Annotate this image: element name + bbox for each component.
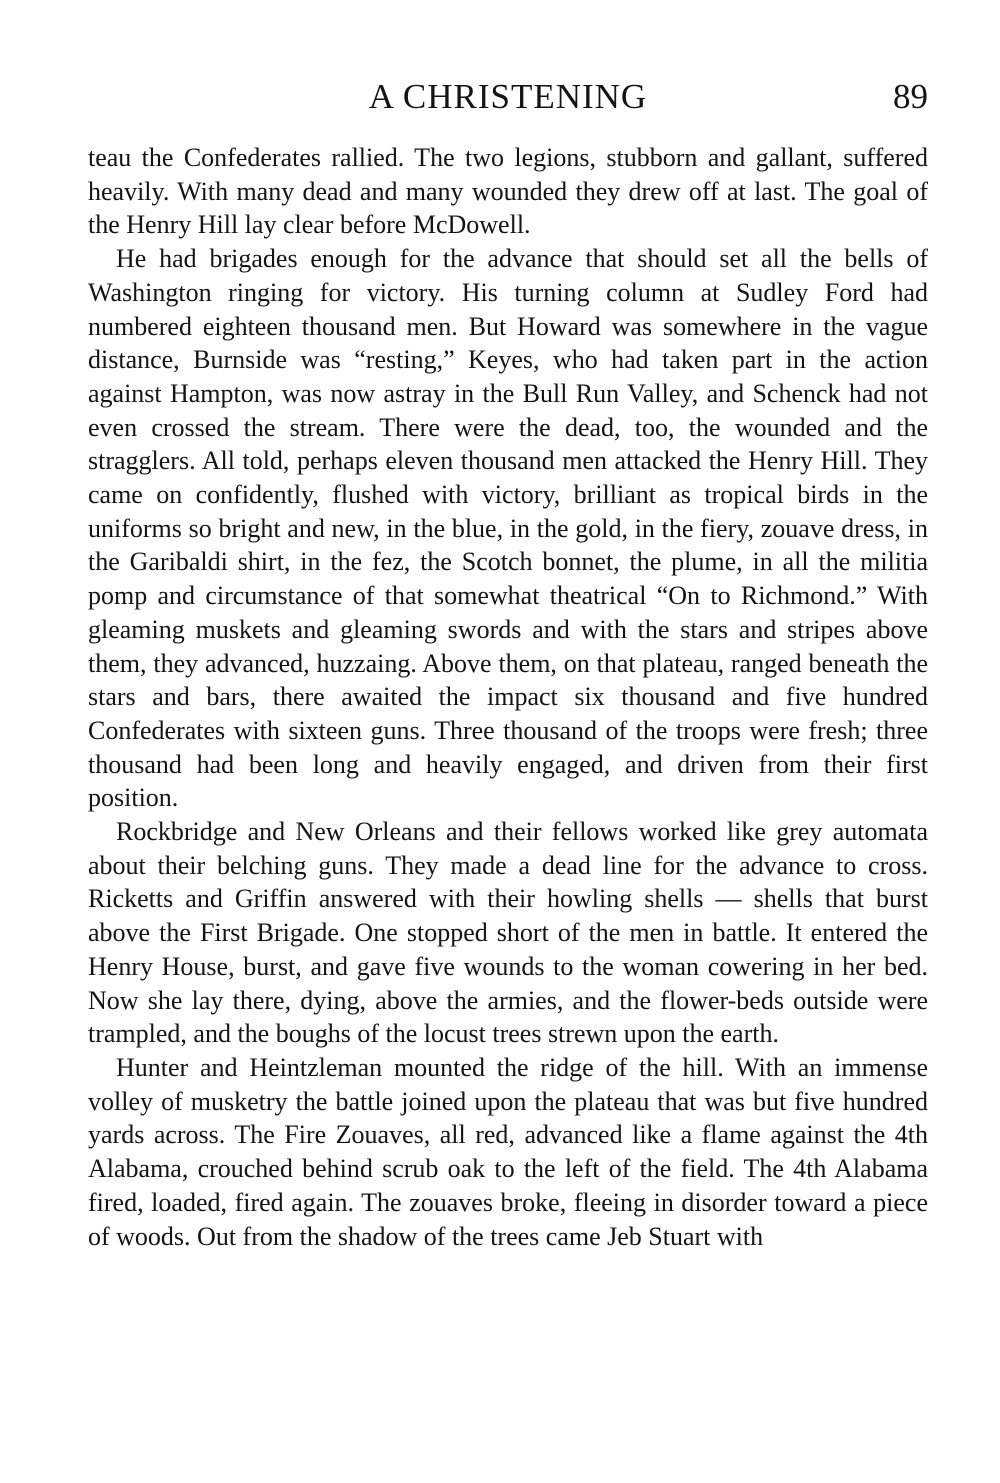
chapter-title: A CHRISTENING	[368, 77, 648, 116]
paragraph: Rockbridge and New Orleans and their fellows worked like grey automata about their belching guns. They made a dead line for the advance to cross. Ricketts and Griffin answered with their howling shells — shells that burst above the First Brigade. One stopped short of the men in battle. It entered the Henry House, burst, and gave five wounds to the woman cowering in her bed. Now she lay there, dying, above the armies, and the flower-beds outside were trampled, and the boughs of the locust trees strewn upon the earth.	[88, 817, 928, 1049]
running-head	[88, 72, 928, 122]
paragraph: He had brigades enough for the advance that should set all the bells of Washington ringing for victory. His turning column at Sudley Ford had numbered eighteen thousand men. But Howard was somewhere in the vague distance, Burnside was “resting,” Keyes, who had taken part in the action against Hampton, was now astray in the Bull Run Valley, and Schenck had not even crossed the stream. There were the dead, too, the wounded and the stragglers. All told, perhaps eleven thousand men attacked the Henry Hill. They came on confidently, flushed with victory, brilliant as tropical birds in the uniforms so bright and new, in the blue, in the gold, in the fiery, zouave dress, in the Garibaldi shirt, in the fez, the Scotch bonnet, the plume, in all the militia pomp and circumstance of that somewhat theatrical “On to Richmond.” With gleaming muskets and gleaming swords and with the stars and stripes above them, they advanced, huzzaing. Above them, on that plateau, ranged beneath the stars and bars, there awaited the impact six thousand and five hundred Confederates with sixteen guns. Three thousand of the troops were fresh; three thousand had been long and heavily engaged, and driven from their first position.	[88, 244, 928, 813]
page-number: 89	[893, 77, 928, 116]
body-text	[88, 141, 928, 1253]
paragraph-continued: teau the Confederates rallied. The two legions, stubborn and gallant, suffered heavily. With many dead and many wounded they drew off at last. The goal of the Henry Hill lay clear before McDowell.	[88, 143, 928, 240]
paragraph: Hunter and Heintzleman mounted the ridge of the hill. With an immense volley of musketry the battle joined upon the plateau that was but five hundred yards across. The Fire Zouaves, all red, advanced like a flame against the 4th Alabama, crouched behind scrub oak to the left of the field. The 4th Alabama fired, loaded, fired again. The zouaves broke, fleeing in disorder toward a piece of woods. Out from the shadow of the trees came Jeb Stuart with	[88, 1052, 928, 1251]
